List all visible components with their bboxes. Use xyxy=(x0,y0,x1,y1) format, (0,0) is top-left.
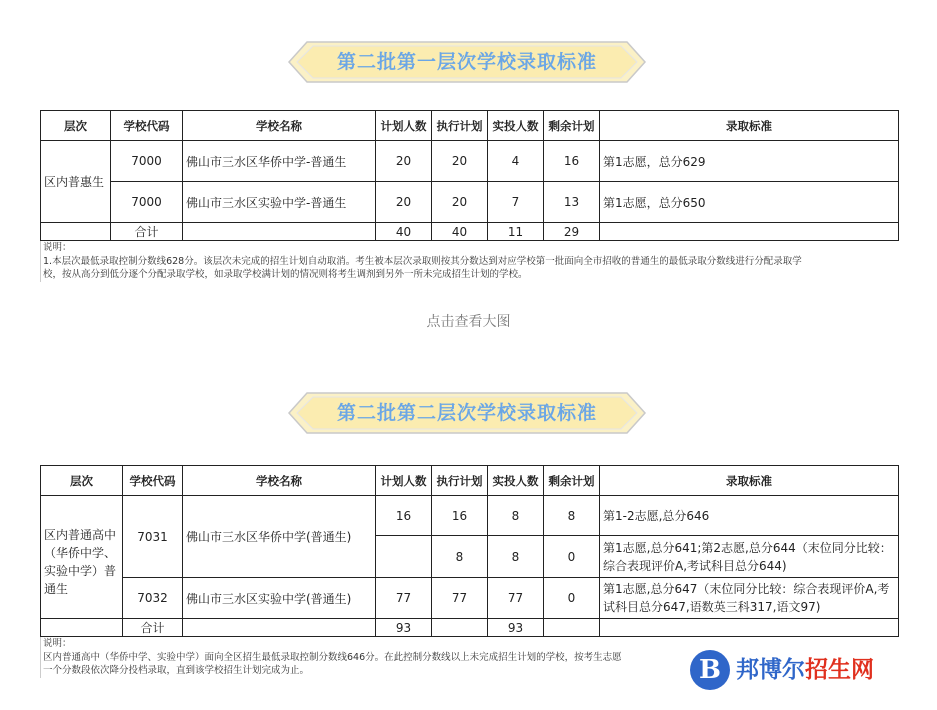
section1-notes xyxy=(40,241,901,282)
total-actual: 11 xyxy=(488,223,544,241)
header-standard: 录取标准 xyxy=(600,111,899,141)
notes-line: 1.本层次最低录取控制分数线628分。该层次未完成的招生计划自动取消。考生被本层次录取则按其分数达到对应学校第一批面向全市招收的普通生的最低录取分数线进行分配录取学 xyxy=(43,255,802,267)
plan-cell xyxy=(376,536,432,578)
school-name-cell: 佛山市三水区华侨中学-普通生 xyxy=(183,141,376,182)
level-cell: 区内普通高中（华侨中学、实验中学）普通生 xyxy=(41,496,123,619)
empty-cell xyxy=(41,619,123,637)
exec-cell: 77 xyxy=(432,578,488,619)
header-name: 学校名称 xyxy=(183,111,376,141)
empty-cell xyxy=(183,619,376,637)
header-actual: 实投人数 xyxy=(488,466,544,496)
header-plan: 计划人数 xyxy=(376,111,432,141)
plan-cell: 16 xyxy=(376,496,432,536)
code-cell: 7000 xyxy=(111,141,183,182)
total-plan: 93 xyxy=(376,619,432,637)
standard-cell: 第1志愿，总分650 xyxy=(600,182,899,223)
exec-cell: 16 xyxy=(432,496,488,536)
table-header-row xyxy=(41,111,899,141)
code-cell: 7000 xyxy=(111,182,183,223)
exec-cell: 8 xyxy=(432,536,488,578)
header-level: 层次 xyxy=(41,466,123,496)
level-cell: 区内普惠生 xyxy=(41,141,111,223)
actual-cell: 4 xyxy=(488,141,544,182)
standard-cell: 第1志愿,总分647（末位同分比较：综合表现评价A,考试科目总分647,语数英三科317,语文97) xyxy=(600,578,899,619)
section2-banner xyxy=(287,391,647,435)
school-name-cell: 佛山市三水区华侨中学(普通生) xyxy=(183,496,376,578)
header-actual: 实投人数 xyxy=(488,111,544,141)
logo-text-blue: 邦博尔 xyxy=(736,657,805,683)
logo-text-red: 招生网 xyxy=(805,657,874,683)
total-remain: 29 xyxy=(544,223,600,241)
exec-cell: 20 xyxy=(432,141,488,182)
exec-cell: 20 xyxy=(432,182,488,223)
total-row xyxy=(41,223,899,241)
remain-cell: 8 xyxy=(544,496,600,536)
total-plan: 40 xyxy=(376,223,432,241)
header-standard: 录取标准 xyxy=(600,466,899,496)
remain-cell: 0 xyxy=(544,536,600,578)
notes-line: 一个分数段依次降分投档录取，直到该学校招生计划完成为止。 xyxy=(43,665,310,676)
header-remain: 剩余计划 xyxy=(544,466,600,496)
empty-cell xyxy=(183,223,376,241)
site-logo[interactable] xyxy=(690,650,935,694)
view-larger-link[interactable]: 点击查看大图 xyxy=(426,314,511,330)
section1-banner xyxy=(287,40,647,84)
standard-cell: 第1志愿,总分641;第2志愿,总分644（末位同分比较：综合表现评价A,考试科目总分644) xyxy=(600,536,899,578)
empty-cell xyxy=(600,619,899,637)
total-label: 合计 xyxy=(111,223,183,241)
empty-cell xyxy=(600,223,899,241)
actual-cell: 8 xyxy=(488,496,544,536)
plan-cell: 20 xyxy=(376,182,432,223)
standard-cell: 第1志愿，总分629 xyxy=(600,141,899,182)
notes-heading: 说明： xyxy=(43,242,72,253)
school-name-cell: 佛山市三水区实验中学(普通生) xyxy=(183,578,376,619)
code-cell: 7031 xyxy=(123,496,183,578)
logo-text xyxy=(736,654,874,686)
remain-cell: 13 xyxy=(544,182,600,223)
header-name: 学校名称 xyxy=(183,466,376,496)
actual-cell: 7 xyxy=(488,182,544,223)
remain-cell: 16 xyxy=(544,141,600,182)
notes-heading: 说明： xyxy=(43,638,72,649)
total-remain xyxy=(544,619,600,637)
header-exec: 执行计划 xyxy=(432,466,488,496)
standard-cell: 第1-2志愿,总分646 xyxy=(600,496,899,536)
empty-cell xyxy=(41,223,111,241)
table-row xyxy=(41,182,899,223)
actual-cell: 8 xyxy=(488,536,544,578)
notes-line: 区内普通高中（华侨中学、实验中学）面向全区招生最低录取控制分数线646分。在此控制分数线以上未完成招生计划的学校，按考生志愿 xyxy=(43,651,622,663)
school-name-cell: 佛山市三水区实验中学-普通生 xyxy=(183,182,376,223)
section2-table xyxy=(40,465,899,637)
table-row xyxy=(41,578,899,619)
header-plan: 计划人数 xyxy=(376,466,432,496)
total-exec: 40 xyxy=(432,223,488,241)
table-header-row xyxy=(41,466,899,496)
header-remain: 剩余计划 xyxy=(544,111,600,141)
table-row xyxy=(41,496,899,536)
logo-b-icon: B xyxy=(690,650,730,690)
total-actual: 93 xyxy=(488,619,544,637)
table-row xyxy=(41,141,899,182)
header-level: 层次 xyxy=(41,111,111,141)
section1-table xyxy=(40,110,899,241)
total-exec xyxy=(432,619,488,637)
header-code: 学校代码 xyxy=(123,466,183,496)
notes-line: 校，按从高分到低分逐个分配录取学校，如录取学校满计划的情况则将考生调剂到另外一所未完成招生计划的学校。 xyxy=(43,269,528,280)
total-row xyxy=(41,619,899,637)
header-exec: 执行计划 xyxy=(432,111,488,141)
code-cell: 7032 xyxy=(123,578,183,619)
plan-cell: 20 xyxy=(376,141,432,182)
section1-title: 第二批第一层次学校录取标准 xyxy=(336,51,597,73)
total-label: 合计 xyxy=(123,619,183,637)
plan-cell: 77 xyxy=(376,578,432,619)
actual-cell: 77 xyxy=(488,578,544,619)
remain-cell: 0 xyxy=(544,578,600,619)
section2-title: 第二批第二层次学校录取标准 xyxy=(336,402,597,424)
header-code: 学校代码 xyxy=(111,111,183,141)
